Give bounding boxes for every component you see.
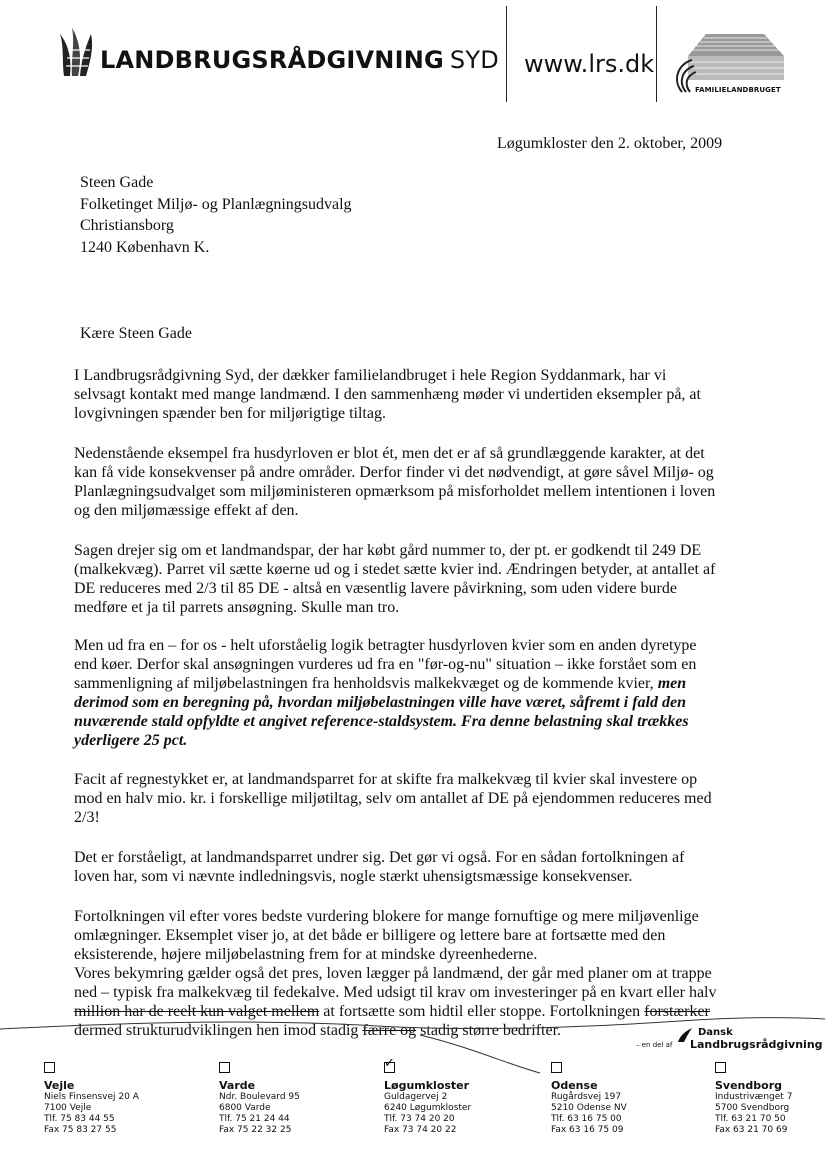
recipient-city: 1240 København K. <box>80 238 210 256</box>
office-checkbox <box>715 1062 726 1073</box>
header-divider <box>656 6 657 102</box>
paragraph-understandable: Det er forståeligt, at landmandsparret undrer sig. Det gør vi også. For en sådan fortolkningen af loven har, som vi nævnte indledningsvis, nogle stærkt uhensigtsmæssige konsekvenser. <box>74 849 685 885</box>
paragraph-intro: I Landbrugsrådgivning Syd, der dækker familielandbruget i hele Region Syddanmark, har vi selvsagt kontakt med mange landmænd. I den sammenhæng møder vi undertiden eksempler på, at lovgivningen spænder ben for miljørigtige tiltag. <box>74 367 701 422</box>
letter-date: Løgumkloster den 2. oktober, 2009 <box>497 135 723 152</box>
familielandbruget-label: FAMILIELANDBRUGET <box>695 86 781 94</box>
office-vejle: Vejle Niels Finsensvej 20 A 7100 Vejle Tlf. 75 83 44 55 Fax 75 83 27 55 <box>44 1062 139 1136</box>
office-loegumkloster: ✓ Løgumkloster Guldagervej 2 6240 Løgumkloster Tlf. 73 74 20 20 Fax 73 74 20 22 <box>384 1056 472 1135</box>
salutation: Kære Steen Gade <box>80 325 192 342</box>
recipient-name: Steen Gade <box>80 174 154 191</box>
office-svendborg: Svendborg Industrivænget 7 5700 Svendborg Tlf. 63 21 70 50 Fax 63 21 70 69 <box>715 1062 792 1136</box>
office-checkbox <box>219 1062 230 1073</box>
header-divider <box>506 6 507 102</box>
recipient-building: Christiansborg <box>80 217 174 234</box>
office-checkbox-checked <box>384 1056 395 1073</box>
lrs-leaf-logo-icon <box>58 26 98 78</box>
check-mark-icon: ✓ <box>384 1056 395 1071</box>
recipient-org: Folketinget Miljø- og Planlægningsudvalg <box>80 195 352 213</box>
paragraph-facit: Facit af regnestykket er, at landmandsparret for at skifte fra malkekvæg til kvier skal investere op mod en halv mio. kr. i forskellige miljøtiltag, selv om antallet af DE på ejendommen reduceres med 2/3! <box>74 771 712 826</box>
paragraph-interpretation: Fortolkningen vil efter vores bedste vurdering blokere for mange fornuftige og mere miljøvenlige omlægninger. Eksemplet viser jo, at det både er billigere og lettere bare at fortsætte med den eksisterende, højere miljøbelastning frem for at mindske dyreenhederne. Vores bekymring gælder også det pres, loven lægger på landmænd, der går med planer om at trappe ned – typisk fra malkekvæg til fedekalve. Med udsigt til krav om investeringer på en kvart eller halv million har de reelt kun valget mellem at fortsætte som hidtil eller stoppe. Fortolkningen forstærker dermed strukturudviklingen hen imod stadig færre og stadig større bedrifter. <box>74 908 717 1039</box>
recipient-address <box>80 172 352 258</box>
paragraph-example: Nedenstående eksempel fra husdyrloven er blot ét, men det er af så grundlæggende karakter, at det kan få vide konsekvenser på andre områder. Derfor finder vi det nødvendigt, at gøre såvel Miljø- og Planlægningsudvalget som miljøministeren opmærksom på misforholdet mellem intentionen i loven og den miljømæssige effekt af den. <box>74 445 716 519</box>
paragraph-case: Sagen drejer sig om et landmandspar, der har købt gård nummer to, der pt. er godkendt til 249 DE (malkekvæg). Parret vil sætte køerne ud og i stedet sætte kvier ind. Ændringen betyder, at antallet af DE reduceres med 2/3 til 85 DE - altså en væsentlig lavere påvirkning, som uden videre burde medføre et ja til parrets ansøgning. Skulle man tro. <box>74 542 716 616</box>
brand-name: LANDBRUGSRÅDGIVNING SYD <box>100 46 499 74</box>
website-url: www.lrs.dk <box>524 50 655 78</box>
office-checkbox <box>551 1062 562 1073</box>
office-varde: Varde Ndr. Boulevard 95 6800 Varde Tlf. 75 21 24 44 Fax 75 22 32 25 <box>219 1062 300 1136</box>
office-odense: Odense Rugårdsvej 197 5210 Odense NV Tlf. 63 16 75 00 Fax 63 16 75 09 <box>551 1062 627 1136</box>
paragraph-logic: Men ud fra en – for os - helt uforståelig logik betragter husdyrloven kvier som en anden dyretype end køer. Derfor skal ansøgningen vurderes ud fra en "før-og-nu" situation – ikke forstået som en sammenligning af miljøbelastningen fra henholdsvis malkekvæget og de kommende kvier, men derimod som en beregning på, hvordan miljøbelastningen ville have været, såfremt i fald den nuværende stald opfyldte et angivet reference-staldsystem. Fra denne belastning skal trækkes yderligere 25 pct. <box>74 637 697 749</box>
office-checkbox <box>44 1062 55 1073</box>
